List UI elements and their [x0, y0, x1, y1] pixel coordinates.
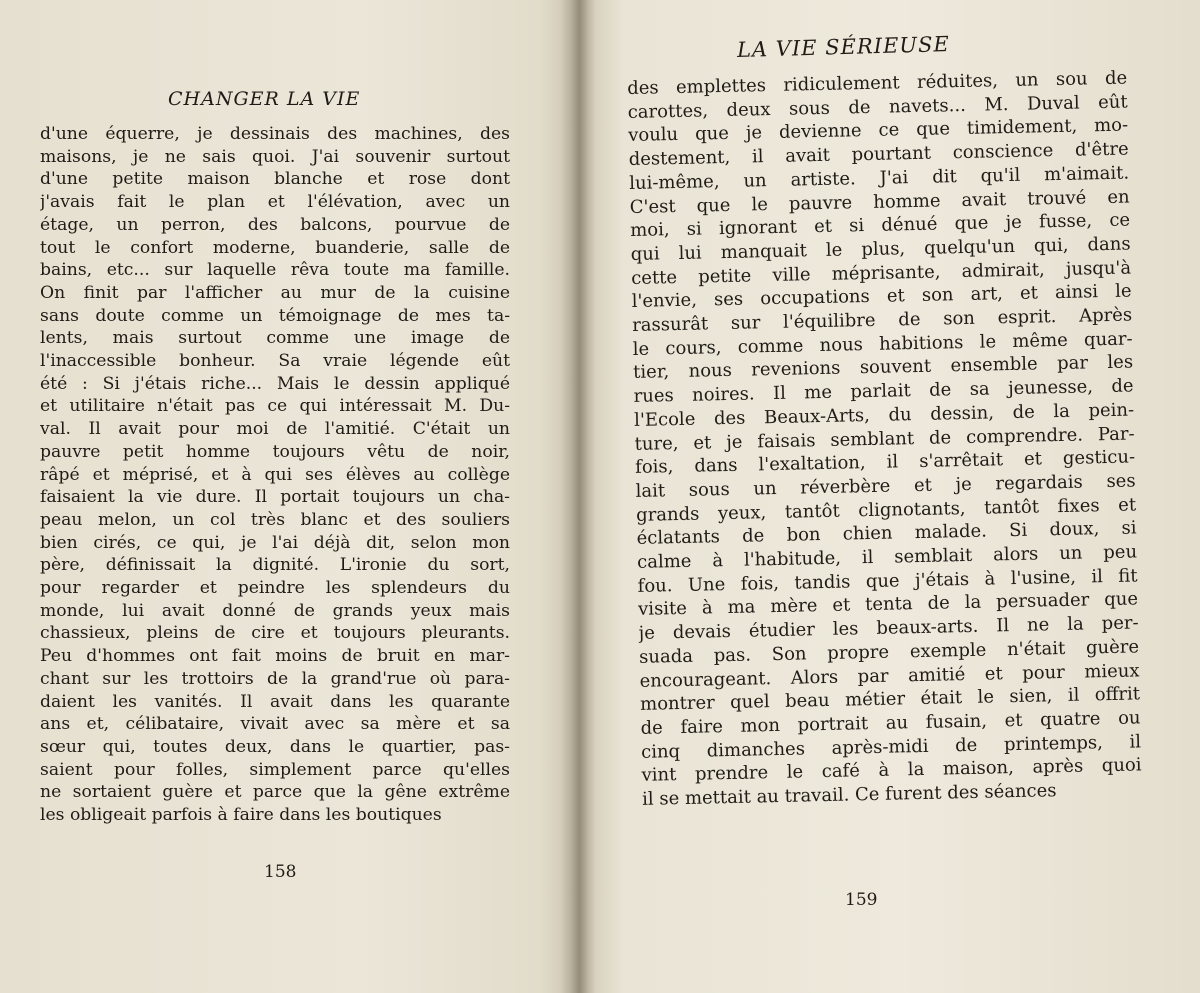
text-line: calme à l'habitude, il semblait alors un peu [636, 541, 1138, 573]
text-line: ture, et je faisais semblant de comprendre. Par- [634, 422, 1135, 455]
text-line: de faire mon portrait au fusain, et quatre ou [640, 707, 1141, 739]
text-line: je devais étudier les beaux-arts. Il ne la per- [638, 612, 1139, 645]
text-line: grands yeux, tantôt clignotants, tantôt fixes et [635, 494, 1137, 526]
left-page-body [40, 123, 510, 827]
text-line: pauvre petit homme toujours vêtu de noir, [40, 441, 510, 462]
text-line: râpé et méprisé, et à qui ses élèves au collège [40, 464, 510, 485]
text-line: encourageant. Alors par amitié et pour mieux [639, 659, 1140, 692]
text-line: le cours, comme nous habitions le même quar- [632, 328, 1133, 360]
text-line: père, définissait la dignité. L'ironie du sort, [40, 555, 510, 576]
text-line: d'une petite maison blanche et rose dont [40, 169, 510, 190]
text-line: moi, si ignorant et si dénué que je fusse, ce [629, 209, 1131, 242]
text-line: sœur qui, toutes deux, dans le quartier, pas- [40, 736, 510, 757]
text-line: val. Il avait pour moi de l'amitié. C'était un [40, 419, 510, 440]
text-line: suada pas. Son propre exemple n'était guère [638, 636, 1140, 668]
text-line: fou. Une fois, tandis que j'étais à l'usine, il fit [637, 565, 1138, 597]
text-line: tier, nous revenions souvent ensemble par les [632, 351, 1134, 384]
text-line: Peu d'hommes ont fait moins de bruit en mar- [40, 646, 510, 667]
right-running-head: LA VIE SÉRIEUSE [736, 32, 951, 62]
text-line: daient les vanités. Il avait dans les quarante [40, 691, 510, 712]
text-line: lui-même, un artiste. J'ai dit qu'il m'aimait. [629, 162, 1130, 194]
text-line: lait sous un réverbère et je regardais ses [635, 470, 1136, 502]
text-line: été : Si j'étais riche... Mais le dessin appliqué [40, 373, 510, 394]
left-page [40, 0, 510, 993]
text-line: faisaient la vie dure. Il portait toujours un cha- [40, 487, 510, 508]
text-line: qui lui manquait le plus, quelqu'un qui, dans [630, 233, 1131, 265]
text-line: étage, un perron, des balcons, pourvue de [40, 214, 510, 235]
text-line: chassieux, pleins de cire et toujours pleurants. [40, 623, 510, 644]
text-line: sans doute comme un témoignage de mes ta- [40, 305, 510, 326]
text-line: l'inaccessible bonheur. Sa vraie légende eût [40, 351, 510, 372]
book-gutter [560, 0, 596, 993]
text-line: peau melon, un col très blanc et des souliers [40, 509, 510, 530]
text-line: maisons, je ne sais quoi. J'ai souvenir surtout [40, 146, 510, 167]
text-line: éclatants de bon chien malade. Si doux, si [636, 517, 1137, 550]
text-line: ans et, célibataire, vivait avec sa mère et sa [40, 714, 510, 735]
text-line: saient pour folles, simplement parce qu'elles [40, 759, 510, 780]
text-line: pour regarder et peindre les splendeurs du [40, 578, 510, 599]
text-line: les obligeait parfois à faire dans les boutiques [40, 805, 442, 826]
right-page-body [627, 67, 1142, 812]
text-line: il se mettait au travail. Ce furent des séances [641, 780, 1057, 810]
text-line: et utilitaire n'était pas ce qui intéressait M. Du- [40, 396, 510, 417]
text-line: tout le confort moderne, buanderie, salle de [40, 237, 510, 258]
left-page-number: 158 [264, 862, 297, 882]
text-line: d'une équerre, je dessinais des machines, des [40, 124, 510, 144]
text-line: visite à ma mère et tenta de la persuader que [637, 588, 1139, 621]
text-line: ne sortaient guère et parce que la gêne extrême [40, 782, 510, 803]
text-line: lents, mais surtout comme une image de [40, 328, 510, 349]
text-line: l'envie, ses occupations et son art, et ainsi le [631, 280, 1132, 313]
text-line: chant sur les trottoirs de la grand'rue où para- [40, 668, 510, 689]
text-line: vint prendre le café à la maison, après quoi [641, 754, 1142, 787]
text-line: j'avais fait le plan et l'élévation, avec un [40, 192, 510, 213]
text-line: des emplettes ridiculement réduites, un sou de [627, 67, 1128, 99]
left-running-head: CHANGER LA VIE [168, 88, 361, 110]
text-line: voulu que je devienne ce que timidement, mo- [628, 114, 1129, 147]
text-line: cette petite ville méprisante, admirait, jusqu'à [630, 257, 1132, 289]
text-line: bien cirés, ce qui, je l'ai déjà dit, selon mon [40, 532, 510, 553]
right-page-number: 159 [845, 890, 878, 910]
text-line: C'est que le pauvre homme avait trouvé en [629, 186, 1130, 218]
text-line: rues noires. Il me parlait de sa jeunesse, de [633, 375, 1134, 408]
text-line: fois, dans l'exaltation, il s'arrêtait et gesticu- [634, 446, 1136, 479]
text-line: monde, lui avait donné de grands yeux mais [40, 600, 510, 621]
text-line: bains, etc... sur laquelle rêva toute ma famille. [40, 260, 510, 281]
text-line: On finit par l'afficher au mur de la cuisine [40, 282, 510, 303]
text-line: rassurât sur l'équilibre de son esprit. Après [631, 304, 1133, 336]
text-line: destement, il avait pourtant conscience d'être [628, 138, 1129, 171]
text-line: montrer quel beau métier était le sien, il offrit [639, 683, 1141, 716]
text-line: cinq dimanches après-midi de printemps, il [640, 731, 1142, 763]
right-page [627, 0, 1142, 993]
text-line: carottes, deux sous de navets... M. Duval eût [627, 91, 1128, 123]
text-line: l'Ecole des Beaux-Arts, du dessin, de la pein- [633, 399, 1135, 431]
